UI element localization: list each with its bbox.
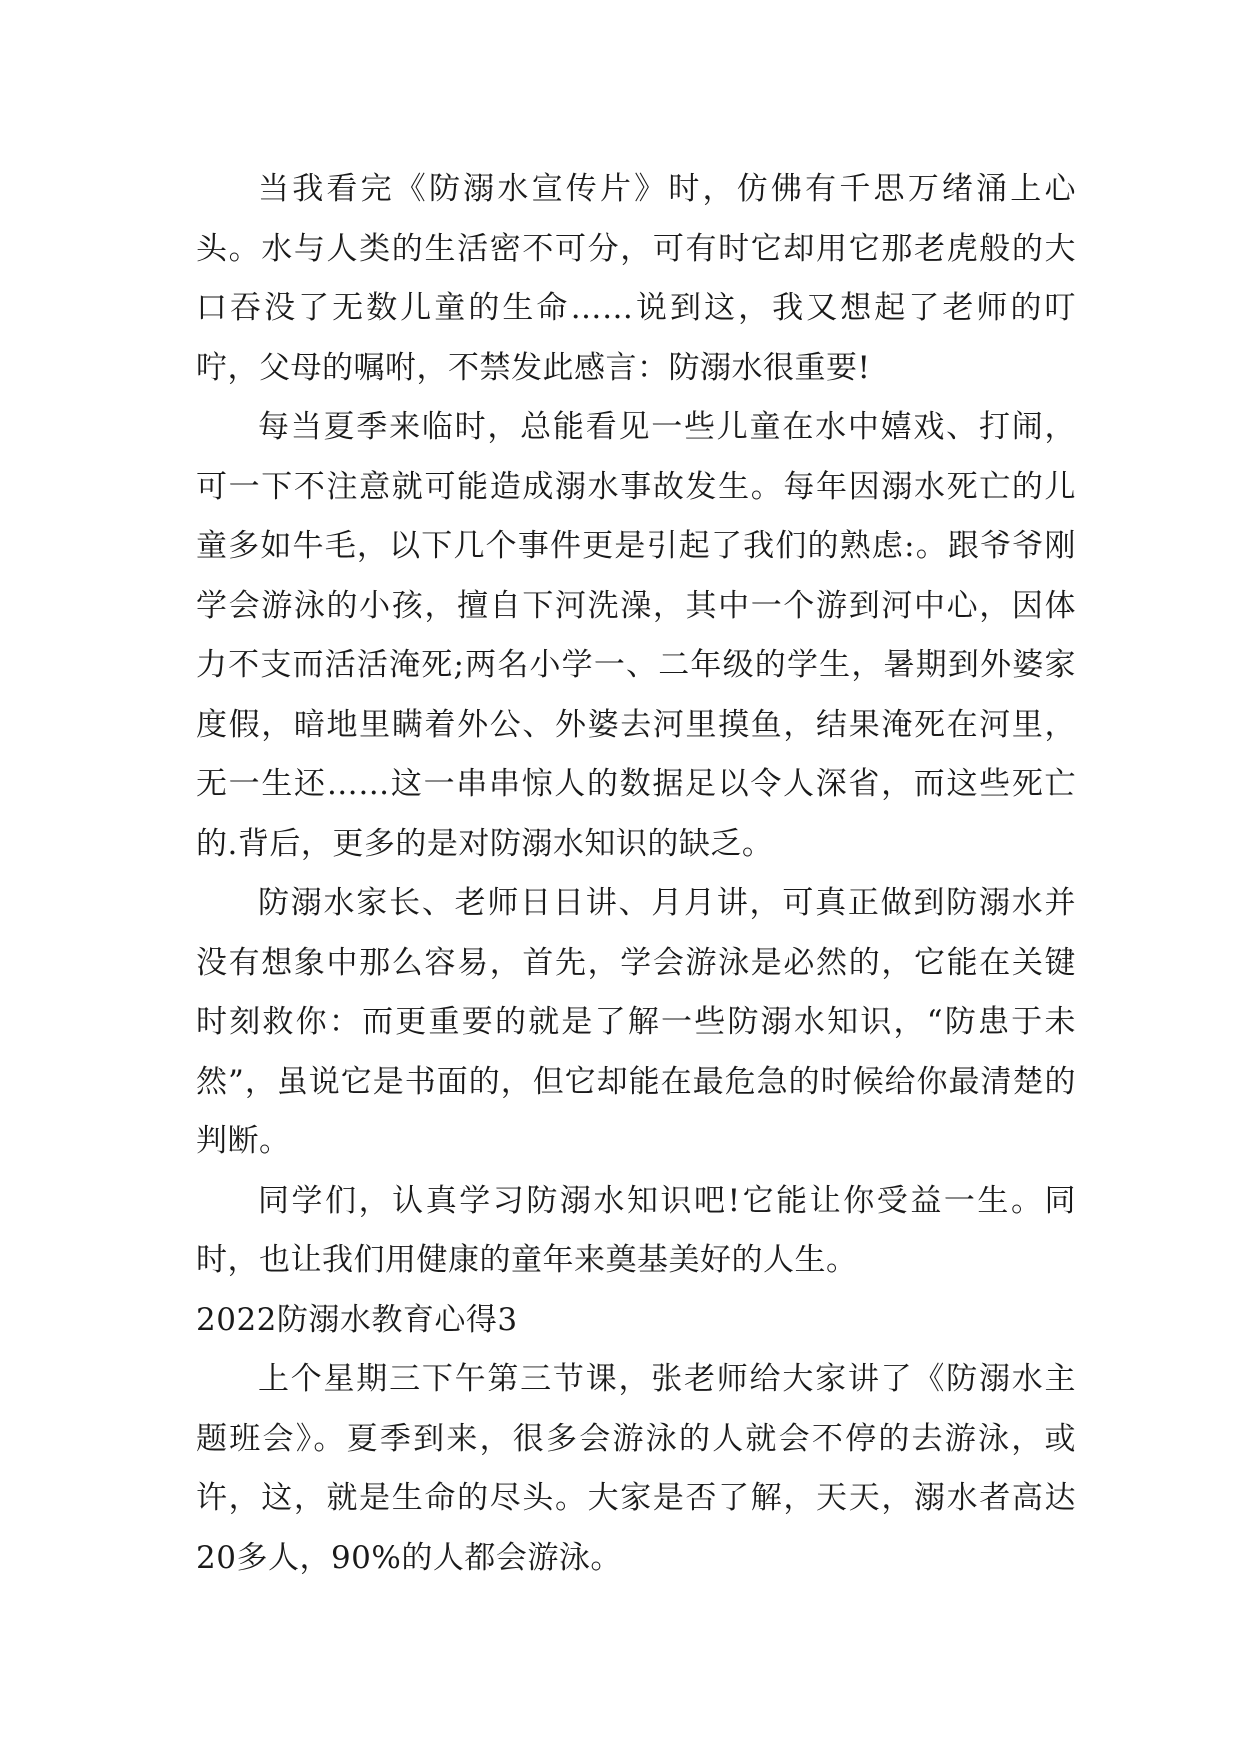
- paragraph: 上个星期三下午第三节课，张老师给大家讲了《防溺水主题班会》。夏季到来，很多会游泳的人就会不停的去游泳，或许，这，就是生命的尽头。大家是否了解，天天，溺水者高达20多人，90%的人都会游泳。: [196, 1361, 1076, 1576]
- paragraph: 每当夏季来临时，总能看见一些儿童在水中嬉戏、打闹，可一下不注意就可能造成溺水事故发生。每年因溺水死亡的儿童多如牛毛，以下几个事件更是引起了我们的熟虑:。跟爷爷刚学会游泳的小孩，擅自下河洗澡，其中一个游到河中心，因体力不支而活活淹死;两名小学一、二年级的学生，暑期到外婆家度假，暗地里瞒着外公、外婆去河里摸鱼，结果淹死在河里，无一生还……这一串串惊人的数据足以令人深省，而这些死亡的.背后，更多的是对防溺水知识的缺乏。: [196, 409, 1076, 862]
- document-body: [196, 160, 1076, 1588]
- section-heading: 2022防溺水教育心得3: [196, 1301, 518, 1338]
- paragraph: 防溺水家长、老师日日讲、月月讲，可真正做到防溺水并没有想象中那么容易，首先，学会游泳是必然的，它能在关键时刻救你：而更重要的就是了解一些防溺水知识，“防患于未然”，虽说它是书面的，但它却能在最危急的时候给你最清楚的判断。: [196, 885, 1076, 1159]
- paragraph: 当我看完《防溺水宣传片》时，仿佛有千思万绪涌上心头。水与人类的生活密不可分，可有时它却用它那老虎般的大口吞没了无数儿童的生命……说到这，我又想起了老师的叮咛，父母的嘱咐，不禁发此感言：防溺水很重要!: [196, 171, 1076, 386]
- paragraph: 同学们，认真学习防溺水知识吧!它能让你受益一生。同时，也让我们用健康的童年来奠基美好的人生。: [196, 1182, 1076, 1278]
